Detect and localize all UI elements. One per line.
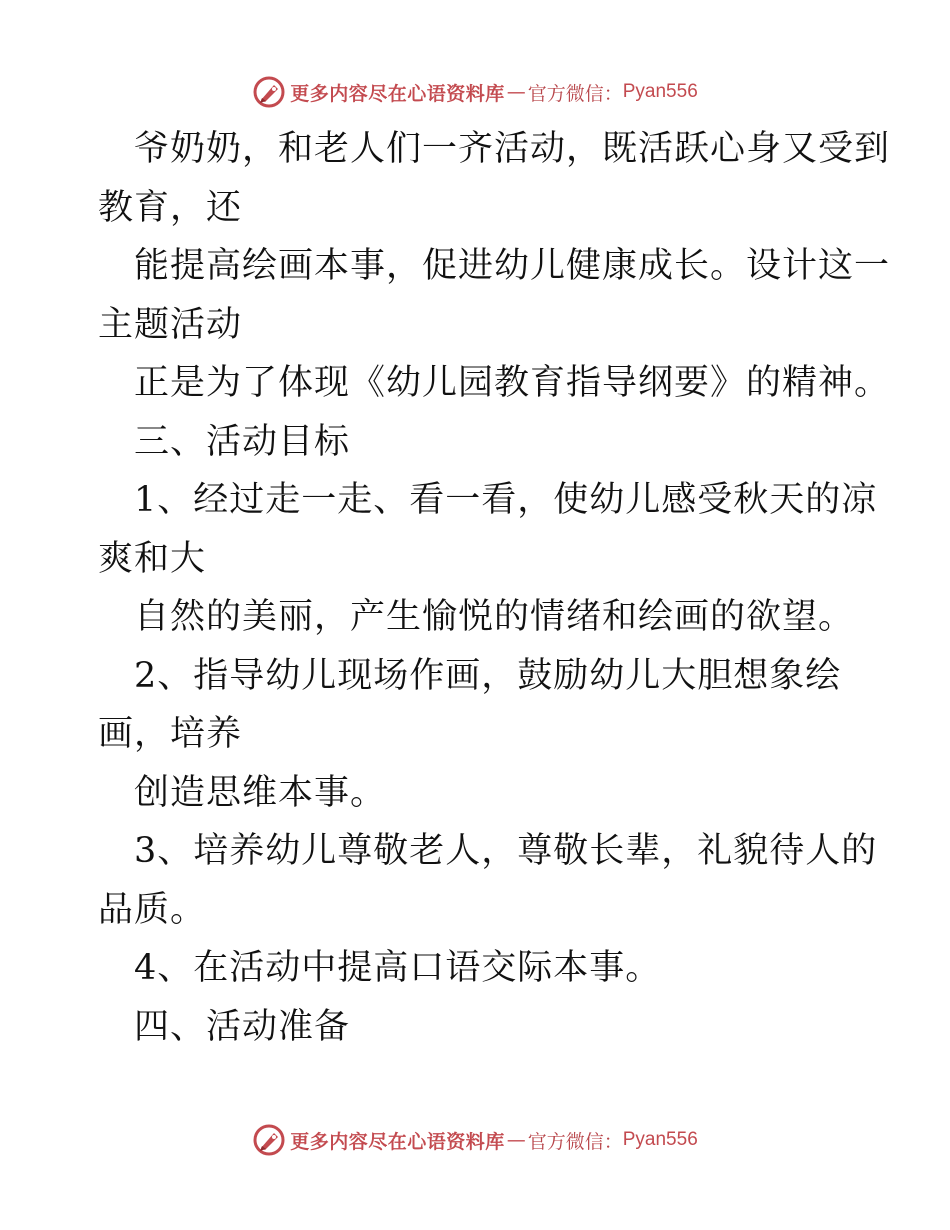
paragraph-line: 爽和大	[98, 538, 207, 579]
watermark-wechat-id: Pyan556	[622, 81, 698, 102]
watermark-brand: 更多内容尽在心语资料库	[290, 82, 505, 105]
pen-nib-logo-icon	[252, 1123, 286, 1157]
watermark-separator: —	[506, 1129, 526, 1151]
paragraph-line: 正是为了体现《幼儿园教育指导纲要》的精神。	[134, 363, 891, 403]
paragraph-line: 2、指导幼儿现场作画，鼓励幼儿大胆想象绘	[134, 655, 842, 696]
watermark-brand: 更多内容尽在心语资料库	[290, 1130, 505, 1153]
watermark-wechat-label: 官方微信：	[527, 82, 623, 105]
paragraph-line: 品质。	[98, 889, 207, 930]
paragraph-line: 三、活动目标	[134, 421, 351, 462]
paragraph-line: 1、经过走一走、看一看，使幼儿感受秋天的凉	[134, 480, 878, 520]
pen-nib-logo-icon	[252, 75, 286, 109]
paragraph-line: 4、在活动中提高口语交际本事。	[134, 948, 662, 988]
watermark-separator: —	[506, 81, 526, 103]
watermark-wechat-id: Pyan556	[622, 1129, 698, 1150]
paragraph-line: 能提高绘画本事，促进幼儿健康成长。设计这一	[134, 246, 891, 286]
paragraph-line: 教育，还	[98, 187, 243, 228]
paragraph-line: 爷奶奶，和老人们一齐活动，既活跃心身又受到	[134, 129, 891, 169]
page-header-watermark	[0, 72, 950, 112]
page-footer-watermark	[0, 1120, 950, 1160]
paragraph-line: 3、培养幼儿尊敬老人，尊敬长辈，礼貌待人的	[134, 831, 878, 871]
paragraph-line: 创造思维本事。	[134, 772, 387, 813]
paragraph-line: 画，培养	[98, 714, 243, 754]
paragraph-line: 自然的美丽，产生愉悦的情绪和绘画的欲望。	[134, 597, 855, 637]
document-body	[98, 120, 891, 1056]
watermark-wechat-label: 官方微信：	[527, 1130, 623, 1153]
paragraph-line: 四、活动准备	[134, 1006, 351, 1047]
paragraph-line: 主题活动	[98, 304, 243, 345]
